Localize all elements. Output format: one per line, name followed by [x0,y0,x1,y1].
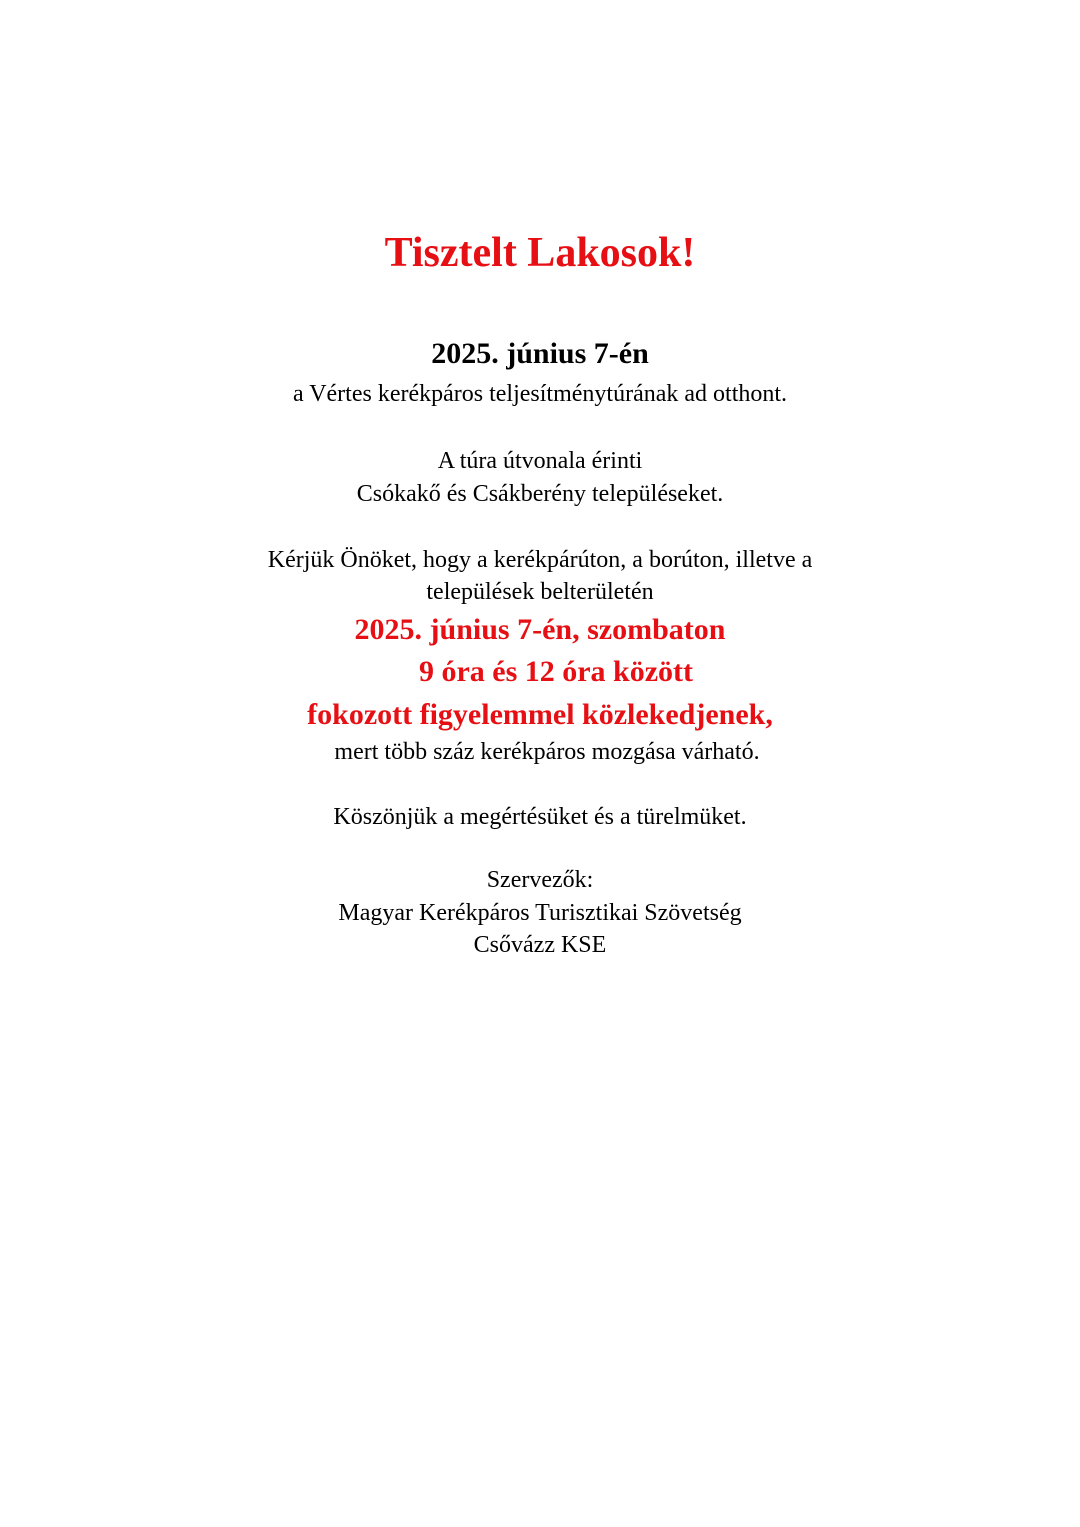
route-line-2: Csókakő és Csákberény településeket. [356,481,724,507]
reason-line: mert több száz kerékpáros mozgása várható. [334,739,760,765]
highlight-time: 9 óra és 12 óra között [418,655,694,688]
highlight-date: 2025. június 7-én, szombaton [354,613,726,646]
request-line-2: települések belterületén [426,579,654,605]
route-line-1: A túra útvonala érinti [437,448,643,474]
organizers-label: Szervezők: [486,867,594,893]
thanks-line: Köszönjük a megértésüket és a türelmüket. [333,804,747,830]
highlight-action: fokozott figyelemmel közlekedjenek, [307,698,773,731]
notice-title: Tisztelt Lakosok! [384,230,696,276]
organizer-2: Csővázz KSE [473,932,607,958]
event-intro: a Vértes kerékpáros teljesítménytúrának ad otthont. [292,381,788,407]
request-line-1: Kérjük Önöket, hogy a kerékpárúton, a borúton, illetve a [267,547,813,573]
event-date-heading: 2025. június 7-én [431,337,649,370]
organizer-1: Magyar Kerékpáros Turisztikai Szövetség [338,900,742,926]
